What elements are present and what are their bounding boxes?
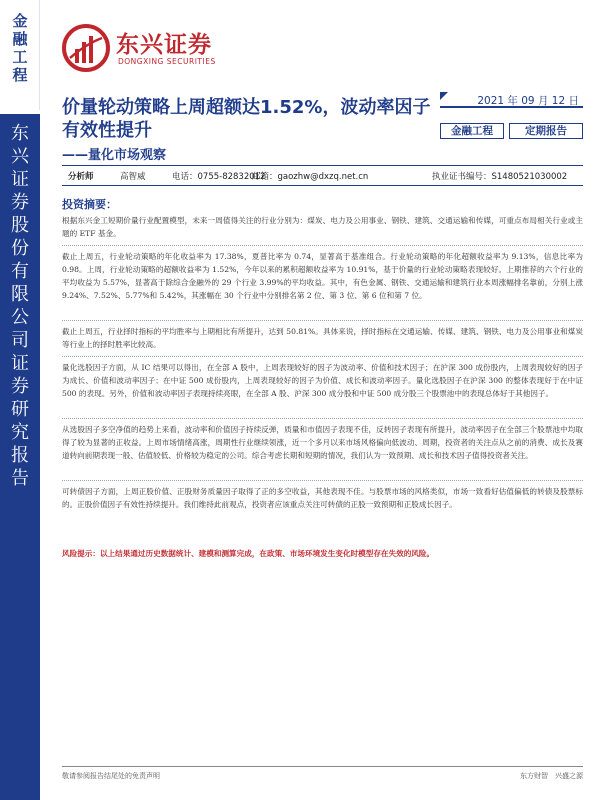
paragraph-stock-factors: 量化选股因子方面，从 IC 结果可以得出，在全部 A 股中，上周表现较好的因子为波动率、价值和技术因子；在沪深 300 成份股内，上周表现较好的因子为成长、价值和波动率因子；在中证 500 成份股内，上周表现较好的因子为价值、成长和波动率因子。量化选股因子在沪深 300 的整体表现好于在中证 500 的表现。另外，价值和波动率因子表现持续亮眼，在全部 A 股、沪深 300 成分股和中证 500 成分股三个股票池中的表现总体好于其他因子。 — [62, 363, 583, 398]
logo-name: 东兴证券 — [116, 32, 212, 58]
sidebar-bottom — [0, 114, 40, 800]
paragraph-timing: 截止上周五，行业择时指标的平均胜率与上期相比有所提升，达到 50.81%。具体来说，择时指标在交通运输、传媒、建筑、钢铁、电力及公用事业和煤炭等行业上的择时胜率比较高。 — [62, 327, 583, 349]
date-corner-decoration — [440, 92, 448, 100]
author-name: 高智威 — [120, 172, 146, 182]
date-bar — [440, 92, 583, 108]
sidebar-category-label: 金融工程 — [12, 12, 28, 84]
author-email: 邮箱：gaozhw@dxzq.net.cn — [252, 172, 369, 182]
sidebar-company-label: 东兴证券股份有限公司证券研究报告 — [11, 123, 29, 489]
paragraph-rotation-strategy: 截止上周五，行业轮动策略的年化收益率为 17.38%，夏普比率为 0.74，显著高于基准组合。行业轮动策略的年化超额收益率为 9.13%，信息比率为 0.98。上周，行业轮动策略的超额收益率为 1.52%，今年以来的累积超额收益率为 10.91%，基于价量的行业轮动策略表现较好。上期推荐的六个行业的平均收益为 5.57%，显著高于除综合金融外的 29 个行业 3.99%的平均收益。其中，有色金属、钢铁、交通运输和建筑行业本周涨幅排名靠前，分别上涨 9.24%、7.52%、5.77%和 5.42%，其涨幅在 30 个行业中分别排名第 2 位、第 3 位、第 6 位和第 7 位。 — [62, 252, 583, 300]
author-license: 执业证书编号：S1480521030002 — [432, 172, 568, 182]
footer-disclaimer: 敬请参阅报告结尾处的免责声明 — [62, 772, 160, 780]
tag-financial-engineering: 金融工程 — [440, 123, 504, 139]
report-subtitle: ——量化市场观察 — [62, 148, 167, 163]
report-title: 价量轮动策略上周超额达1.52%，波动率因子有效性提升 — [62, 97, 431, 141]
tag-periodic-report: 定期报告 — [509, 123, 583, 139]
paragraph-divider — [62, 356, 583, 357]
report-date: 2021 年 09 月 12 日 — [477, 95, 579, 107]
logo-emblem-icon — [62, 24, 110, 72]
paragraph-factor-trend: 从选股因子多空净值的趋势上来看，波动率和价值因子持续反弹，质量和市值因子表现不佳，反转因子表现有所提升，波动率因子在全部三个股票池中均取得了较为显著的正收益。上周市场情绪高涨，周期性行业继续领涨，近一个多月以来市场风格偏向低波动、周期，投资者的关注点从之前的消费、成长及赛道转向前期表现一般、估值较低、价格较为稳定的公司。综合考虑长期和短期的情况，我们认为一致预期、成长和技术因子值得投资者关注。 — [62, 425, 583, 460]
risk-warning: 风险提示：以上结果通过历史数据统计、建模和测算完成，在政策、市场环境发生变化时模型存在失效的风险。 — [62, 549, 435, 558]
paragraph-divider — [62, 480, 583, 481]
paragraph-divider — [62, 320, 583, 321]
paragraph-divider — [62, 418, 583, 419]
company-logo — [62, 24, 237, 74]
footer-slogan: 东方财智 兴盛之源 — [520, 772, 583, 780]
sidebar — [0, 0, 40, 800]
paragraph-divider — [62, 245, 583, 246]
author-role: 分析师 — [68, 172, 94, 182]
section-title: 投资摘要： — [62, 198, 117, 211]
sidebar-top — [0, 0, 40, 110]
paragraph-industry-picks: 根据东兴金工短期价量行业配置模型，未来一周值得关注的行业分别为：煤炭、电力及公用事业、钢铁、建筑、交通运输和传媒，可重点布局相关行业或主题的 ETF 基金。 — [62, 216, 583, 238]
footer-divider — [62, 766, 583, 767]
paragraph-convertible-bonds: 可转债因子方面，上周正股价值、正股财务质量因子取得了正的多空收益，其他表现不佳。与股票市场的风格类似，市场一致看好估值偏低的转债及股票标的。正股价值因子有效性持续提升。我们维持此前观点，投资者应该重点关注可转债的正股一致预期和正股成长因子。 — [62, 487, 583, 509]
divider — [62, 165, 583, 166]
logo-subtitle: DONGXING SECURITIES — [118, 57, 216, 66]
author-phone: 电话：0755-82832012 — [172, 172, 266, 182]
author-info — [62, 168, 583, 184]
divider — [62, 185, 583, 186]
